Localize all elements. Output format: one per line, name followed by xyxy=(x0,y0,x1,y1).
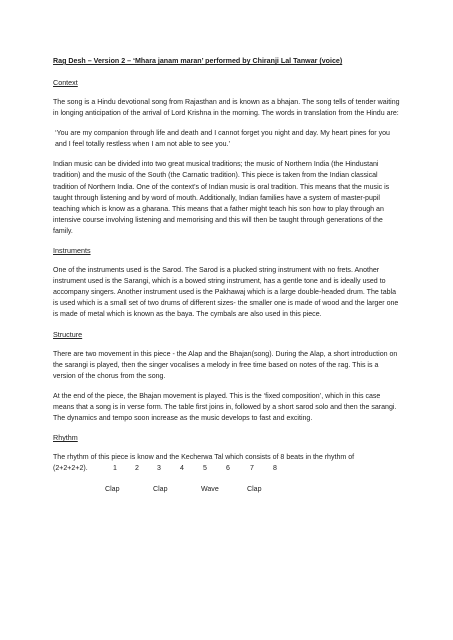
heading-instruments: Instruments xyxy=(53,246,91,256)
instruments-paragraph: One of the instruments used is the Sarod. The Sarod is a plucked string instrument with no frets. Another instrument used is the Sarangi, which is a bowed string instrument, has a gentle tone and is ideally used to accompany singers. Another instrument used is the Pakhawaj which is a large double-headed drum. The tabla is used which is a small set of two drums of different sizes- the smaller one is made of wood and the larger one is made of metal which is known as the baya. The cymbals are also used in this piece. xyxy=(53,267,399,319)
beat-number: 6 xyxy=(226,465,230,473)
stroke-label: Clap xyxy=(153,486,168,494)
rhythm-strokes xyxy=(53,484,403,496)
document-title: Rag Desh – Version 2 – ‘Mhara janam maran’ performed by Chiranji Lal Tanwar (voice) xyxy=(53,57,343,65)
stroke-label: Wave xyxy=(201,486,219,494)
heading-rhythm: Rhythm xyxy=(53,433,78,443)
rhythm-prefix: (2+2+2+2). xyxy=(53,465,88,473)
beat-number: 8 xyxy=(273,465,277,473)
beat-number: 4 xyxy=(180,465,184,473)
beat-number: 5 xyxy=(203,465,207,473)
heading-structure: Structure xyxy=(53,329,83,339)
context-quote: ‘You are my companion through life and death and I cannot forget you night and day. My heart pines for you and I feel totally restless when I am not able to see you.’ xyxy=(55,130,390,149)
beat-number: 2 xyxy=(135,465,139,473)
rhythm-line-1: The rhythm of this piece is know and the Kecherwa Tal which consists of 8 beats in the rhythm of xyxy=(53,454,355,462)
context-paragraph-2: Indian music can be divided into two great musical traditions; the music of Northern India (the Hindustani tradition) and the music of the South (the Carnatic tradition). This piece is taken from the Indian classical tradition of Northern India. One of the context’s of Indian music is oral tradition. This means that the music is taught through listening and by word of mouth. Additionally, Indian families have a system of master-pupil teaching which is know as a gharana. This means that a father might teach his son how to play through an intensive course involving listening and memorising and this will then be taught through generations of the family. xyxy=(53,161,390,235)
beat-numbers xyxy=(53,463,403,474)
beat-number: 7 xyxy=(250,465,254,473)
beat-number: 3 xyxy=(157,465,161,473)
beat-number: 1 xyxy=(113,465,117,473)
heading-context: Context xyxy=(53,78,78,87)
structure-paragraph-1: There are two movement in this piece - the Alap and the Bhajan(song). During the Alap, a short introduction on the sarangi is played, then the singer vocalises a melody in free time based on notes of the rag. This is a version of the chorus from the song. xyxy=(53,350,398,380)
context-paragraph-1: The song is a Hindu devotional song from Rajasthan and is known as a bhajan. The song tells of tender waiting in longing anticipation of the arrival of Lord Krishna in the morning. The words in translation from the Hindu are: xyxy=(53,99,400,118)
rhythm-line-2 xyxy=(53,463,403,474)
stroke-label: Clap xyxy=(247,486,262,494)
stroke-label: Clap xyxy=(105,486,120,494)
structure-paragraph-2: At the end of the piece, the Bhajan movement is played. This is the ‘fixed composition’, which in this case means that a song is in verse form. The table first joins in, followed by a short sarod solo and then the sarangi. The dynamics and tempo soon increase as the music develops to fast and exciting. xyxy=(53,392,397,422)
